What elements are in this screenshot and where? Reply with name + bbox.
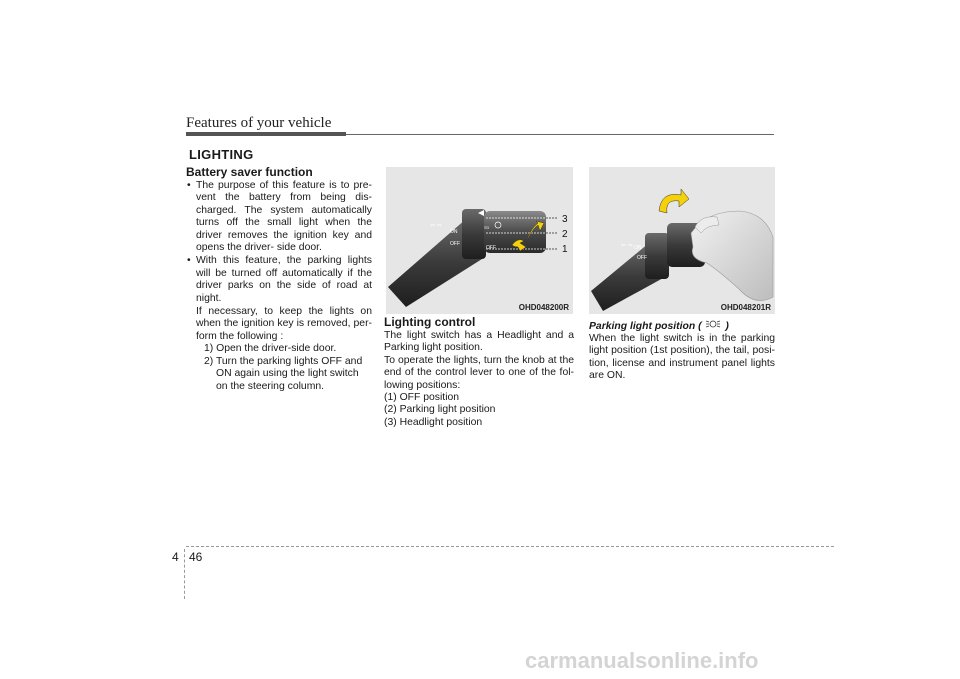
lighting-position-2: (2) Parking light position xyxy=(384,404,496,416)
battery-bullet-1: • The purpose of this feature is to pre-vent the battery from being dis-charged. The system automatically turns off the small light when the driver removes the ignition key and opens the driver- side door. xyxy=(186,180,372,254)
lighting-position-1: (1) OFF position xyxy=(384,392,460,404)
parking-heading-suffix: ) xyxy=(725,320,729,332)
svg-text:⇦ ⇨: ⇦ ⇨ xyxy=(430,223,442,229)
page-number: 46 xyxy=(189,550,203,564)
chapter-number: 4 xyxy=(172,550,179,564)
parking-heading-prefix: Parking light position ( xyxy=(589,320,702,332)
parking-light-body: When the light switch is in the parking light position (1st position), the tail, posi-tion, license and instrument panel lights are ON. xyxy=(589,333,775,382)
header-rule-thin xyxy=(346,134,774,135)
parking-light-heading xyxy=(589,319,775,333)
fig1-off-label: OFF xyxy=(450,241,460,247)
fig1-pos-1: 1 xyxy=(562,244,568,255)
header-title: Features of your vehicle xyxy=(186,115,332,131)
fig1-pos-3: 3 xyxy=(562,214,568,225)
parking-light-column xyxy=(589,315,775,383)
light-switch-figure xyxy=(386,167,573,314)
lighting-control-p1: The light switch has a Headlight and a Parking light position. xyxy=(384,330,574,354)
fig1-off2-label: OFF xyxy=(486,245,496,251)
header-rule-thick xyxy=(186,132,346,136)
fig2-on-label: ON xyxy=(634,245,642,251)
svg-text:≡D: ≡D xyxy=(484,225,490,230)
footer-divider xyxy=(186,546,834,547)
battery-step-2: 2) Turn the parking lights OFF and ON again using the light switch on the steering column. xyxy=(204,355,363,392)
parking-light-icon xyxy=(704,319,722,333)
section-title: LIGHTING xyxy=(189,147,254,162)
footer-vertical-divider xyxy=(184,549,185,599)
watermark: carmanualsonline.info xyxy=(525,648,759,673)
svg-text:⇦ ⇨: ⇦ ⇨ xyxy=(621,243,633,249)
lighting-control-column xyxy=(384,315,574,429)
hand-turning-switch-illustration xyxy=(589,167,775,314)
figure2-code: OHD048201R xyxy=(720,303,771,312)
lighting-control-p2: To operate the lights, turn the knob at the end of the control lever to one of the fol-lowing positions: xyxy=(384,354,574,391)
battery-step-1: 1) Open the driver-side door. xyxy=(204,343,337,355)
figure1-code: OHD048200R xyxy=(518,303,569,312)
fig1-on-label: ON xyxy=(450,229,458,235)
lighting-position-3: (3) Headlight position xyxy=(384,416,483,428)
battery-saver-heading: Battery saver function xyxy=(186,165,313,179)
fig1-pos-2: 2 xyxy=(562,229,568,240)
battery-bullet-2: • With this feature, the parking lights will be turned off automatically if the driver parks on the side of road at night. xyxy=(186,255,372,305)
lighting-control-heading: Lighting control xyxy=(384,315,476,329)
fig2-off-label: OFF xyxy=(637,255,647,261)
battery-note: If necessary, to keep the lights on when the ignition key is removed, per-form the following : xyxy=(196,306,372,342)
battery-saver-column xyxy=(186,165,372,393)
hand-turning-switch-figure xyxy=(589,167,775,314)
light-switch-illustration xyxy=(386,167,573,314)
